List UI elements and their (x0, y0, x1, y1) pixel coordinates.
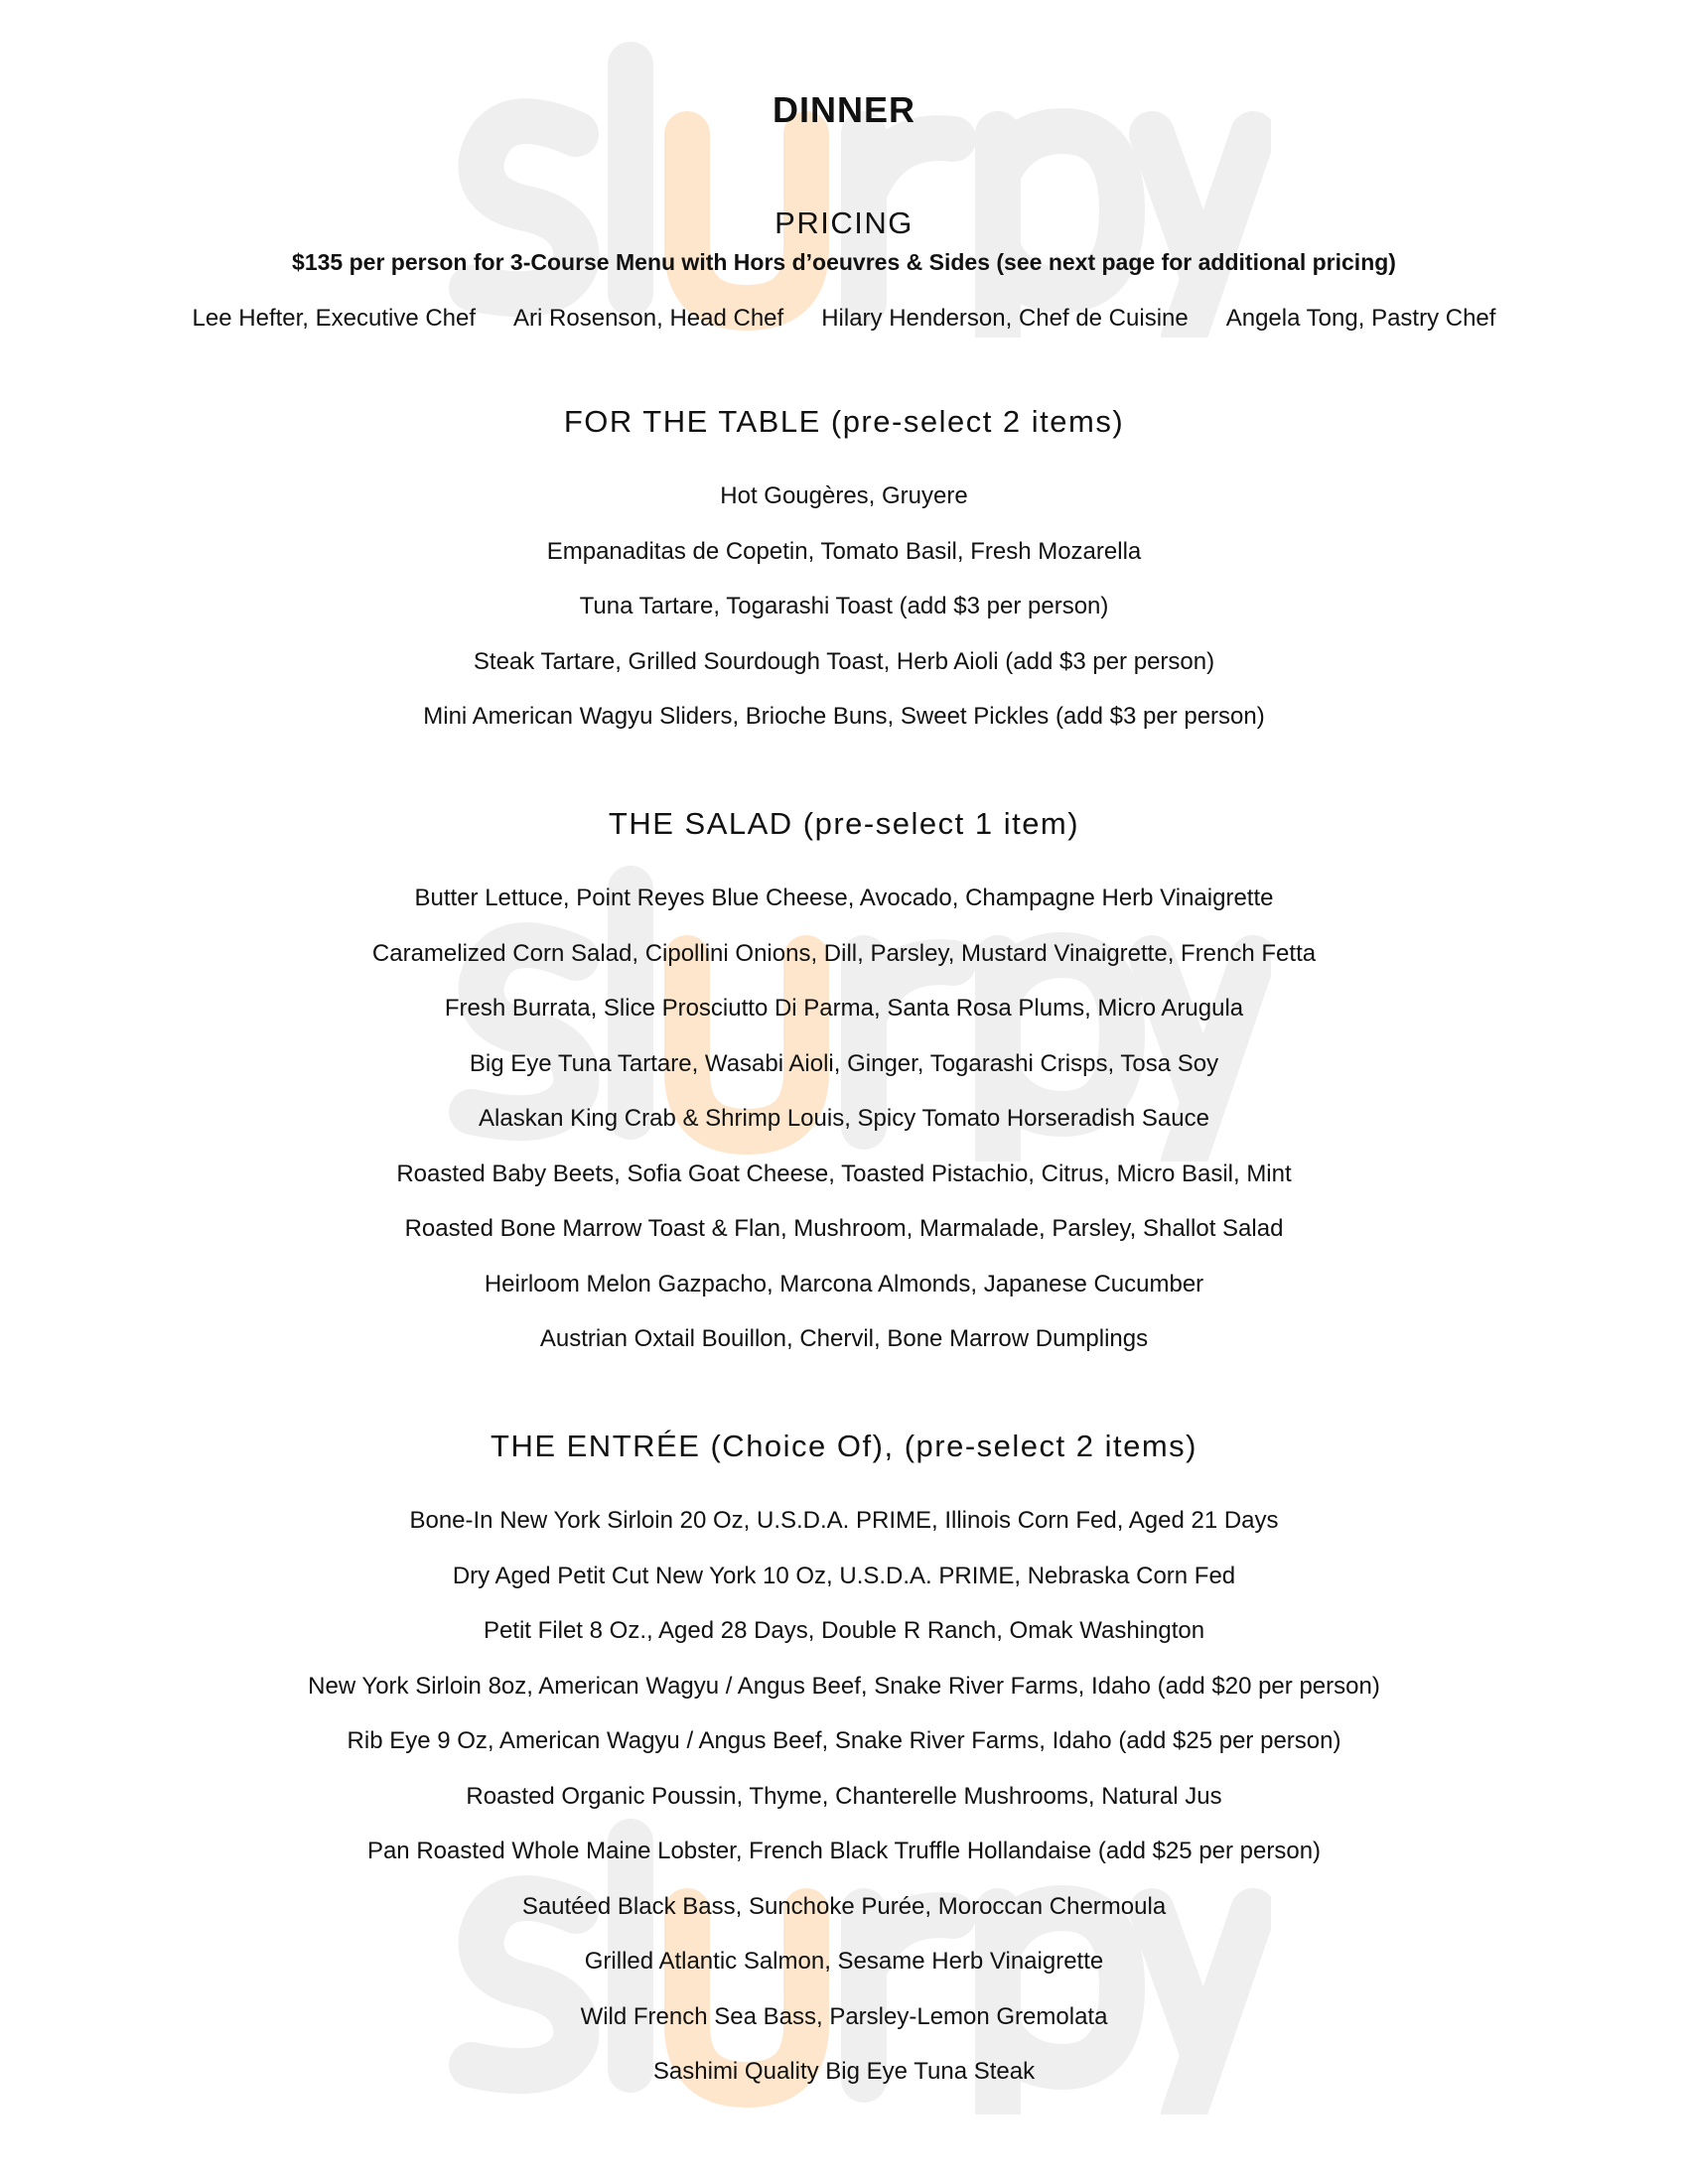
menu-item: New York Sirloin 8oz, American Wagyu / Angus Beef, Snake River Farms, Idaho (add $20 per person) (308, 1672, 1380, 1700)
menu-item: Petit Filet 8 Oz., Aged 28 Days, Double R Ranch, Omak Washington (483, 1617, 1205, 1644)
page-title: DINNER (772, 89, 915, 130)
pricing-heading: PRICING (774, 205, 914, 240)
pricing-line: $135 per person for 3-Course Menu with Hors d’oeuvres & Sides (see next page for additional pricing) (292, 249, 1396, 275)
menu-item: Steak Tartare, Grilled Sourdough Toast, Herb Aioli (add $3 per person) (473, 647, 1215, 675)
menu-item: Pan Roasted Whole Maine Lobster, French Black Truffle Hollandaise (add $25 per person) (366, 1838, 1322, 1864)
section-heading: FOR THE TABLE (pre-select 2 items) (563, 404, 1125, 439)
menu-item: Dry Aged Petit Cut New York 10 Oz, U.S.D.A. PRIME, Nebraska Corn Fed (452, 1562, 1236, 1589)
chef: Lee Hefter, Executive Chef (192, 305, 477, 332)
menu-item: Bone-In New York Sirloin 20 Oz, U.S.D.A. PRIME, Illinois Corn Fed, Aged 21 Days (409, 1507, 1279, 1534)
menu-item: Sautéed Black Bass, Sunchoke Purée, Moroccan Chermoula (521, 1892, 1167, 1920)
menu-item: Heirloom Melon Gazpacho, Marcona Almonds, Japanese Cucumber (484, 1270, 1204, 1297)
menu-item: Roasted Bone Marrow Toast & Flan, Mushroom, Marmalade, Parsley, Shallot Salad (404, 1215, 1284, 1242)
menu-item: Big Eye Tuna Tartare, Wasabi Aioli, Ginger, Togarashi Crisps, Tosa Soy (469, 1049, 1219, 1077)
menu-item: Austrian Oxtail Bouillon, Chervil, Bone Marrow Dumplings (539, 1325, 1149, 1352)
menu-item: Alaskan King Crab & Shrimp Louis, Spicy Tomato Horseradish Sauce (479, 1105, 1209, 1132)
menu-item: Hot Gougères, Gruyere (720, 482, 968, 509)
menu-item-list (0, 1493, 1688, 2100)
menu-item: Empanaditas de Copetin, Tomato Basil, Fresh Mozarella (546, 537, 1142, 565)
menu-item: Tuna Tartare, Togarashi Toast (add $3 per person) (579, 593, 1109, 619)
menu-item: Fresh Burrata, Slice Prosciutto Di Parma, Santa Rosa Plums, Micro Arugula (444, 995, 1244, 1022)
chef: Angela Tong, Pastry Chef (1225, 305, 1496, 332)
menu-item: Grilled Atlantic Salmon, Sesame Herb Vinaigrette (584, 1948, 1104, 1975)
menu-item-list (0, 871, 1688, 1367)
menu-item-list (0, 469, 1688, 745)
slurpy-watermark-logo (427, 40, 1271, 338)
menu-item: Caramelized Corn Salad, Cipollini Onions, Dill, Parsley, Mustard Vinaigrette, French Fetta (371, 939, 1317, 967)
section-heading: THE SALAD (pre-select 1 item) (608, 806, 1080, 841)
chef: Hilary Henderson, Chef de Cuisine (821, 305, 1189, 332)
menu-item: Mini American Wagyu Sliders, Brioche Buns, Sweet Pickles (add $3 per person) (423, 703, 1265, 730)
menu-item: Rib Eye 9 Oz, American Wagyu / Angus Beef, Snake River Farms, Idaho (add $25 per person) (347, 1727, 1341, 1754)
chef-list (0, 305, 1688, 333)
menu-item: Roasted Organic Poussin, Thyme, Chanterelle Mushrooms, Natural Jus (466, 1782, 1222, 1810)
chef: Ari Rosenson, Head Chef (513, 305, 784, 332)
section-heading: THE ENTRÉE (Choice Of), (pre-select 2 items) (491, 1429, 1197, 1463)
menu-item: Wild French Sea Bass, Parsley-Lemon Gremolata (580, 2002, 1108, 2030)
menu-item: Sashimi Quality Big Eye Tuna Steak (652, 2058, 1036, 2085)
menu-item: Roasted Baby Beets, Sofia Goat Cheese, Toasted Pistachio, Citrus, Micro Basil, Mint (396, 1160, 1292, 1187)
menu-item: Butter Lettuce, Point Reyes Blue Cheese, Avocado, Champagne Herb Vinaigrette (414, 885, 1274, 911)
